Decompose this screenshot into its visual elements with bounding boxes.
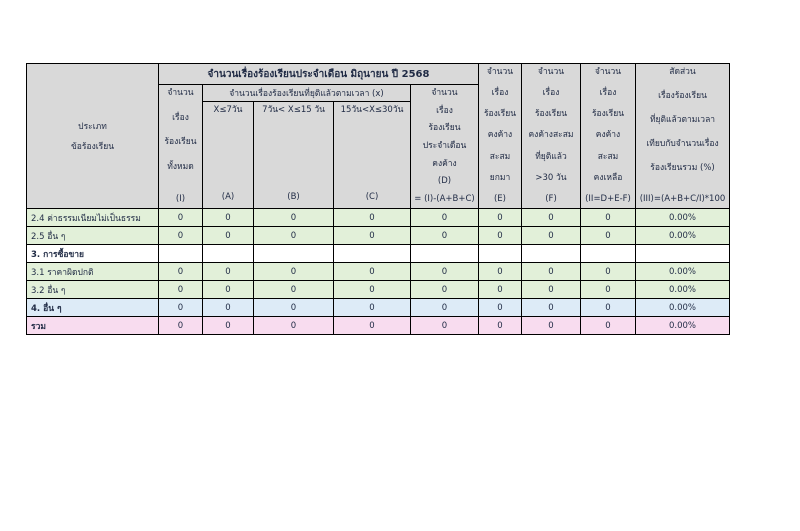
category-header-line-1: ประเภท [78,122,107,132]
header-line: สัดส่วน [669,67,696,77]
header-line: ร้องเรียนรวม (%) [650,163,715,173]
row-value: 0 [479,263,522,281]
header-line: สะสม [597,151,619,162]
row-value: 0.00% [636,263,730,281]
sub-a-label: X≤7วัน [213,105,243,115]
header-line: (D) [437,176,452,187]
row-value [203,245,254,263]
row-value [636,245,730,263]
row-value [522,245,581,263]
row-value: 0 [522,281,581,299]
sub-a-header [203,102,254,209]
row-value: 0 [411,209,479,227]
row-value: 0 [159,263,203,281]
row-value: 0 [479,227,522,245]
row-value: 0 [411,227,479,245]
header-line: สะสม [489,151,511,162]
row-label: 4. อื่น ๆ [27,299,159,317]
header-line: เรื่อง [172,112,189,123]
row-label: 2.5 อื่น ๆ [27,227,159,245]
sub-c-code: (C) [365,192,379,202]
row-label: 3.2 อื่น ๆ [27,281,159,299]
sub-c-header [334,102,411,209]
header-line: (F) [545,193,557,204]
header-line: ที่ยุติแล้วตามเวลา [649,115,716,125]
table-row [27,263,730,281]
row-value: 0.00% [636,209,730,227]
row-value: 0 [203,227,254,245]
row-value: 0 [581,263,636,281]
row-value [479,245,522,263]
header-line: ร้องเรียน [164,137,197,148]
row-value: 0 [203,209,254,227]
header-line: ร้องเรียน [534,109,568,120]
row-value: 0 [334,209,411,227]
table-row [27,227,730,245]
row-value: 0 [479,281,522,299]
header-line: ประจำเดือน [422,140,467,151]
table-row [27,317,730,335]
category-header [27,64,159,209]
header-line: คงค้าง [595,130,621,141]
row-value: 0 [581,209,636,227]
header-line: เทียบกับจำนวนเรื่อง [646,139,719,149]
row-value [159,245,203,263]
row-value: 0 [479,317,522,335]
col-d-header [411,85,479,209]
header-line: (I) [175,193,186,204]
header-line: คงค้าง [487,130,513,141]
row-value: 0.00% [636,227,730,245]
row-value: 0 [581,227,636,245]
row-value: 0 [334,299,411,317]
row-value: 0 [254,263,334,281]
col-iii-header [636,64,730,209]
table-row [27,281,730,299]
header-line: จำนวน [486,67,514,77]
header-line: จำนวน [594,67,622,77]
row-value: 0 [159,209,203,227]
header-line: เรื่อง [542,88,560,99]
row-value: 0.00% [636,281,730,299]
col-f-header [522,64,581,209]
row-value: 0.00% [636,299,730,317]
table-row [27,299,730,317]
main-title: จำนวนเรื่องร้องเรียนประจำเดือน มิถุนายน ปี 2568 [159,64,479,85]
header-line: คงเหลือ [593,172,623,183]
row-value: 0 [159,227,203,245]
header-line: จำนวน [167,88,194,98]
table-row [27,245,730,263]
col-e-header [479,64,522,209]
row-value: 0 [203,317,254,335]
header-line: ร้องเรียน [591,109,625,120]
row-value: 0 [581,317,636,335]
row-value: 0 [411,299,479,317]
row-value [334,245,411,263]
row-value: 0 [522,227,581,245]
row-value: 0 [159,317,203,335]
header-line: ทั้งหมด [167,161,194,172]
header-line: (III)=(A+B+C/I)*100 [639,194,726,204]
row-value: 0 [159,281,203,299]
header-line: จำนวน [537,67,565,77]
sub-a-code: (A) [221,192,235,202]
table-row [27,209,730,227]
sub-c-label: 15วัน<X≤30วัน [340,105,404,115]
complaints-table [26,63,730,335]
header-line: คงค้างสะสม [528,130,574,141]
header-line: เรื่อง [436,105,453,116]
row-value: 0.00% [636,317,730,335]
row-value: 0 [254,209,334,227]
row-value [581,245,636,263]
col-ii-header [581,64,636,209]
row-label: 3.1 ราคาผิดปกติ [27,263,159,281]
row-label: 3. การซื้อขาย [27,245,159,263]
row-value: 0 [522,299,581,317]
row-value: 0 [581,299,636,317]
header-line: จำนวน [431,88,458,98]
row-value: 0 [334,227,411,245]
row-value: 0 [334,317,411,335]
sub-b-code: (B) [287,192,300,202]
row-value: 0 [334,263,411,281]
row-value: 0 [203,281,254,299]
row-value: 0 [411,281,479,299]
sub-b-header [254,102,334,209]
total-col-header [159,85,203,209]
row-value: 0 [254,227,334,245]
header-line: ร้องเรียน [483,109,517,120]
header-line: ร้องเรียน [428,123,461,134]
header-line: >30 วัน [535,172,567,183]
row-value: 0 [334,281,411,299]
header-line: เรื่อง [491,88,509,99]
row-value: 0 [159,299,203,317]
row-value: 0 [581,281,636,299]
row-value [411,245,479,263]
row-value: 0 [254,317,334,335]
header-line: คงค้าง [432,158,457,169]
header-line: เรื่อง [599,88,617,99]
row-label: รวม [27,317,159,335]
row-value: 0 [522,209,581,227]
header-line: ยกมา [489,172,511,183]
row-value: 0 [203,299,254,317]
row-value: 0 [522,317,581,335]
header-line: ที่ยุติแล้ว [535,151,567,162]
row-value [254,245,334,263]
row-value: 0 [254,281,334,299]
row-value: 0 [411,263,479,281]
row-value: 0 [411,317,479,335]
sub-b-label: 7วัน< X≤15 วัน [262,105,325,115]
row-value: 0 [522,263,581,281]
row-value: 0 [479,299,522,317]
resolved-group-header: จำนวนเรื่องร้องเรียนที่ยุติแล้วตามเวลา (x) [203,85,411,102]
header-line: (E) [493,193,506,204]
row-value: 0 [479,209,522,227]
row-value: 0 [254,299,334,317]
header-line: (II=D+E-F) [585,193,631,204]
header-line: = (I)-(A+B+C) [414,193,475,204]
row-value: 0 [203,263,254,281]
category-header-line-2: ข้อร้องเรียน [71,142,114,152]
row-label: 2.4 ค่าธรรมเนียมไม่เป็นธรรม [27,209,159,227]
header-line: เรื่องร้องเรียน [658,91,707,101]
